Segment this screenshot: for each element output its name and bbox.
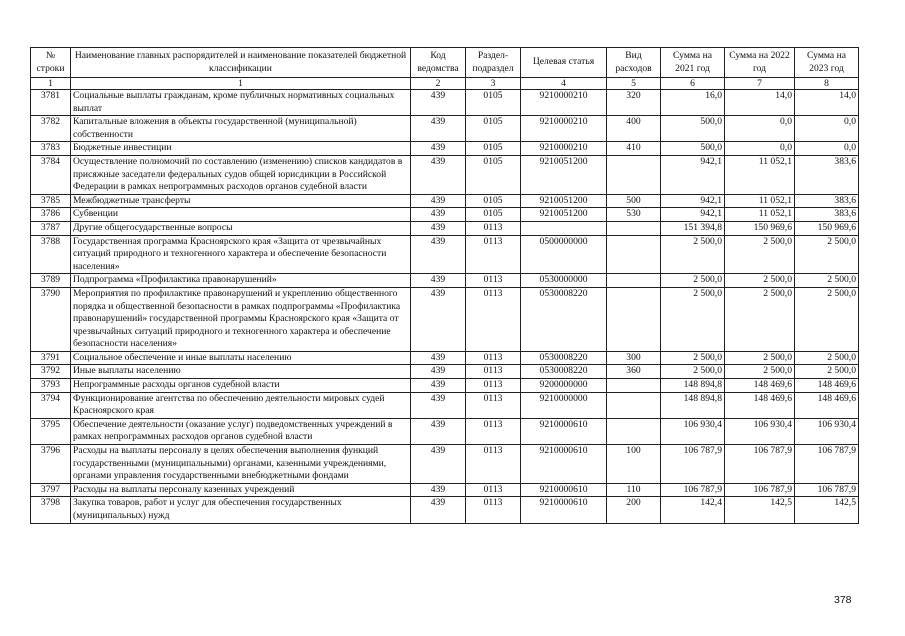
target-article-cell: 9210000210 (521, 142, 607, 156)
expense-type-cell: 530 (607, 208, 661, 222)
sum-2021-cell: 2 500,0 (661, 365, 725, 379)
sum-2023-cell: 2 500,0 (795, 365, 859, 379)
expense-type-cell: 110 (607, 483, 661, 497)
header-expense-type: Вид расходов (607, 48, 661, 78)
sum-2021-cell: 500,0 (661, 116, 725, 142)
dept-code-cell: 439 (411, 90, 466, 116)
expense-type-cell (607, 155, 661, 194)
table-row (31, 274, 859, 288)
table-body (31, 90, 859, 524)
section-cell: 0105 (466, 155, 521, 194)
section-cell: 0113 (466, 445, 521, 484)
column-number: 5 (607, 78, 661, 90)
row-name-cell: Мероприятия по профилактике правонарушений и укреплению общественного порядка и общественной безопасности в рамках подпрограммы «Профилактика правонарушений» государственной программы Красноярского края «Защита от чрезвычайных ситуаций природного и техногенного характера и обеспечение безопасности населения» (71, 287, 411, 351)
section-cell: 0105 (466, 142, 521, 156)
sum-2023-cell: 14,0 (795, 90, 859, 116)
header-sum-2021: Сумма на 2021 год (661, 48, 725, 78)
row-name-cell: Социальное обеспечение и иные выплаты населению (71, 351, 411, 365)
section-cell: 0113 (466, 483, 521, 497)
column-number: 1 (71, 78, 411, 90)
budget-table (30, 47, 859, 524)
target-article-cell: 0530000000 (521, 274, 607, 288)
sum-2021-cell: 106 787,9 (661, 483, 725, 497)
dept-code-cell: 439 (411, 142, 466, 156)
dept-code-cell: 439 (411, 221, 466, 235)
header-row-number: № строки (31, 48, 71, 78)
dept-code-cell: 439 (411, 235, 466, 274)
target-article-cell: 9210000610 (521, 418, 607, 444)
sum-2022-cell: 106 787,9 (725, 445, 795, 484)
section-cell: 0105 (466, 194, 521, 208)
dept-code-cell: 439 (411, 287, 466, 351)
row-number-cell: 3785 (31, 194, 71, 208)
table-row (31, 90, 859, 116)
sum-2023-cell: 2 500,0 (795, 274, 859, 288)
section-cell: 0105 (466, 208, 521, 222)
target-article-cell: 9200000000 (521, 379, 607, 393)
row-number-cell: 3791 (31, 351, 71, 365)
section-cell: 0113 (466, 351, 521, 365)
row-number-cell: 3789 (31, 274, 71, 288)
table-header (31, 48, 859, 90)
target-article-cell: 9210000000 (521, 392, 607, 418)
sum-2021-cell: 151 394,8 (661, 221, 725, 235)
sum-2023-cell: 0,0 (795, 116, 859, 142)
row-name-cell: Капитальные вложения в объекты государственной (муниципальной) собственности (71, 116, 411, 142)
sum-2022-cell: 11 052,1 (725, 155, 795, 194)
sum-2023-cell: 383,6 (795, 155, 859, 194)
row-name-cell: Межбюджетные трансферты (71, 194, 411, 208)
table-row (31, 194, 859, 208)
target-article-cell: 9210051200 (521, 155, 607, 194)
table-row (31, 116, 859, 142)
column-number: 7 (725, 78, 795, 90)
column-number: 6 (661, 78, 725, 90)
row-name-cell: Иные выплаты населению (71, 365, 411, 379)
sum-2022-cell: 2 500,0 (725, 287, 795, 351)
expense-type-cell (607, 379, 661, 393)
column-number: 8 (795, 78, 859, 90)
header-name: Наименование главных распорядителей и наименование показателей бюджетной классификации (71, 48, 411, 78)
expense-type-cell: 360 (607, 365, 661, 379)
sum-2021-cell: 2 500,0 (661, 235, 725, 274)
page-number: 378 (834, 594, 852, 606)
sum-2022-cell: 14,0 (725, 90, 795, 116)
expense-type-cell: 410 (607, 142, 661, 156)
row-number-cell: 3793 (31, 379, 71, 393)
target-article-cell: 9210051200 (521, 194, 607, 208)
target-article-cell: 0530008220 (521, 287, 607, 351)
row-name-cell: Другие общегосударственные вопросы (71, 221, 411, 235)
sum-2022-cell: 2 500,0 (725, 274, 795, 288)
row-number-cell: 3795 (31, 418, 71, 444)
section-cell: 0113 (466, 379, 521, 393)
sum-2022-cell: 11 052,1 (725, 208, 795, 222)
table-row (31, 155, 859, 194)
sum-2021-cell: 106 787,9 (661, 445, 725, 484)
row-number-cell: 3794 (31, 392, 71, 418)
table-row (31, 445, 859, 484)
table-row (31, 351, 859, 365)
row-number-cell: 3784 (31, 155, 71, 194)
table-row (31, 221, 859, 235)
sum-2021-cell: 942,1 (661, 155, 725, 194)
section-cell: 0113 (466, 274, 521, 288)
column-number: 2 (411, 78, 466, 90)
sum-2023-cell: 2 500,0 (795, 351, 859, 365)
dept-code-cell: 439 (411, 418, 466, 444)
dept-code-cell: 439 (411, 445, 466, 484)
sum-2021-cell: 500,0 (661, 142, 725, 156)
section-cell: 0113 (466, 235, 521, 274)
sum-2023-cell: 2 500,0 (795, 235, 859, 274)
row-number-cell: 3796 (31, 445, 71, 484)
expense-type-cell: 300 (607, 351, 661, 365)
table-row (31, 142, 859, 156)
row-name-cell: Субвенции (71, 208, 411, 222)
target-article-cell: 0530008220 (521, 365, 607, 379)
target-article-cell: 9210000610 (521, 483, 607, 497)
expense-type-cell: 400 (607, 116, 661, 142)
row-number-cell: 3797 (31, 483, 71, 497)
header-dept-code: Код ведомства (411, 48, 466, 78)
sum-2023-cell: 148 469,6 (795, 392, 859, 418)
sum-2022-cell: 150 969,6 (725, 221, 795, 235)
section-cell: 0113 (466, 392, 521, 418)
dept-code-cell: 439 (411, 497, 466, 523)
sum-2023-cell: 106 930,4 (795, 418, 859, 444)
sum-2023-cell: 106 787,9 (795, 445, 859, 484)
expense-type-cell (607, 235, 661, 274)
sum-2023-cell: 2 500,0 (795, 287, 859, 351)
sum-2021-cell: 148 894,8 (661, 392, 725, 418)
row-number-cell: 3783 (31, 142, 71, 156)
column-number: 1 (31, 78, 71, 90)
dept-code-cell: 439 (411, 194, 466, 208)
dept-code-cell: 439 (411, 379, 466, 393)
section-cell: 0105 (466, 116, 521, 142)
target-article-cell: 9210051200 (521, 208, 607, 222)
expense-type-cell (607, 287, 661, 351)
row-number-cell: 3792 (31, 365, 71, 379)
row-number-cell: 3798 (31, 497, 71, 523)
dept-code-cell: 439 (411, 155, 466, 194)
sum-2021-cell: 148 894,8 (661, 379, 725, 393)
expense-type-cell: 320 (607, 90, 661, 116)
row-name-cell: Расходы на выплаты персоналу казенных учреждений (71, 483, 411, 497)
target-article-cell (521, 221, 607, 235)
table-row (31, 365, 859, 379)
table-row (31, 235, 859, 274)
sum-2022-cell: 2 500,0 (725, 235, 795, 274)
row-number-cell: 3790 (31, 287, 71, 351)
sum-2023-cell: 150 969,6 (795, 221, 859, 235)
table-row (31, 483, 859, 497)
header-target-article: Целевая статья (521, 48, 607, 78)
sum-2022-cell: 2 500,0 (725, 365, 795, 379)
dept-code-cell: 439 (411, 365, 466, 379)
row-name-cell: Расходы на выплаты персоналу в целях обеспечения выполнения функций государственными (муниципальными) органами, казенными учреждениями, органами управления государственными внебюджетными фондами (71, 445, 411, 484)
table-row (31, 208, 859, 222)
sum-2021-cell: 2 500,0 (661, 274, 725, 288)
target-article-cell: 9210000210 (521, 116, 607, 142)
sum-2022-cell: 0,0 (725, 142, 795, 156)
sum-2023-cell: 383,6 (795, 194, 859, 208)
sum-2022-cell: 106 930,4 (725, 418, 795, 444)
row-number-cell: 3787 (31, 221, 71, 235)
section-cell: 0113 (466, 497, 521, 523)
dept-code-cell: 439 (411, 208, 466, 222)
dept-code-cell: 439 (411, 274, 466, 288)
row-name-cell: Социальные выплаты гражданам, кроме публичных нормативных социальных выплат (71, 90, 411, 116)
sum-2022-cell: 142,5 (725, 497, 795, 523)
table-row (31, 497, 859, 523)
section-cell: 0113 (466, 365, 521, 379)
sum-2023-cell: 106 787,9 (795, 483, 859, 497)
expense-type-cell (607, 274, 661, 288)
row-name-cell: Непрограммные расходы органов судебной власти (71, 379, 411, 393)
sum-2021-cell: 942,1 (661, 194, 725, 208)
row-name-cell: Государственная программа Красноярского края «Защита от чрезвычайных ситуаций природного и техногенного характера и обеспечение безопасности населения» (71, 235, 411, 274)
sum-2022-cell: 106 787,9 (725, 483, 795, 497)
row-name-cell: Функционирование агентства по обеспечению деятельности мировых судей Красноярского края (71, 392, 411, 418)
sum-2022-cell: 11 052,1 (725, 194, 795, 208)
sum-2022-cell: 2 500,0 (725, 351, 795, 365)
table-row (31, 418, 859, 444)
sum-2022-cell: 0,0 (725, 116, 795, 142)
row-number-cell: 3788 (31, 235, 71, 274)
row-name-cell: Закупка товаров, работ и услуг для обеспечения государственных (муниципальных) нужд (71, 497, 411, 523)
sum-2021-cell: 142,4 (661, 497, 725, 523)
row-name-cell: Бюджетные инвестиции (71, 142, 411, 156)
section-cell: 0113 (466, 221, 521, 235)
sum-2021-cell: 106 930,4 (661, 418, 725, 444)
table-row (31, 379, 859, 393)
column-number: 3 (466, 78, 521, 90)
sum-2021-cell: 942,1 (661, 208, 725, 222)
row-name-cell: Обеспечение деятельности (оказание услуг) подведомственных учреждений в рамках непрограммных расходов органов судебной власти (71, 418, 411, 444)
table-row (31, 287, 859, 351)
row-number-cell: 3786 (31, 208, 71, 222)
sum-2021-cell: 16,0 (661, 90, 725, 116)
column-number-row (31, 78, 859, 90)
row-name-cell: Осуществление полномочий по составлению (изменению) списков кандидатов в присяжные заседатели федеральных судов общей юрисдикции в Российской Федерации в рамках непрограммных расходов органов судебной власти (71, 155, 411, 194)
sum-2021-cell: 2 500,0 (661, 287, 725, 351)
sum-2023-cell: 383,6 (795, 208, 859, 222)
expense-type-cell: 500 (607, 194, 661, 208)
sum-2021-cell: 2 500,0 (661, 351, 725, 365)
target-article-cell: 0530008220 (521, 351, 607, 365)
target-article-cell: 9210000610 (521, 497, 607, 523)
expense-type-cell (607, 221, 661, 235)
section-cell: 0113 (466, 418, 521, 444)
expense-type-cell (607, 418, 661, 444)
target-article-cell: 9210000210 (521, 90, 607, 116)
sum-2022-cell: 148 469,6 (725, 379, 795, 393)
sum-2022-cell: 148 469,6 (725, 392, 795, 418)
expense-type-cell (607, 392, 661, 418)
dept-code-cell: 439 (411, 392, 466, 418)
target-article-cell: 0500000000 (521, 235, 607, 274)
expense-type-cell: 200 (607, 497, 661, 523)
header-sum-2023: Сумма на 2023 год (795, 48, 859, 78)
dept-code-cell: 439 (411, 116, 466, 142)
sum-2023-cell: 148 469,6 (795, 379, 859, 393)
row-number-cell: 3782 (31, 116, 71, 142)
sum-2023-cell: 0,0 (795, 142, 859, 156)
expense-type-cell: 100 (607, 445, 661, 484)
dept-code-cell: 439 (411, 483, 466, 497)
section-cell: 0105 (466, 90, 521, 116)
section-cell: 0113 (466, 287, 521, 351)
table-row (31, 392, 859, 418)
row-name-cell: Подпрограмма «Профилактика правонарушений» (71, 274, 411, 288)
target-article-cell: 9210000610 (521, 445, 607, 484)
sum-2023-cell: 142,5 (795, 497, 859, 523)
dept-code-cell: 439 (411, 351, 466, 365)
column-number: 4 (521, 78, 607, 90)
header-section: Раздел-подраздел (466, 48, 521, 78)
row-number-cell: 3781 (31, 90, 71, 116)
header-sum-2022: Сумма на 2022 год (725, 48, 795, 78)
